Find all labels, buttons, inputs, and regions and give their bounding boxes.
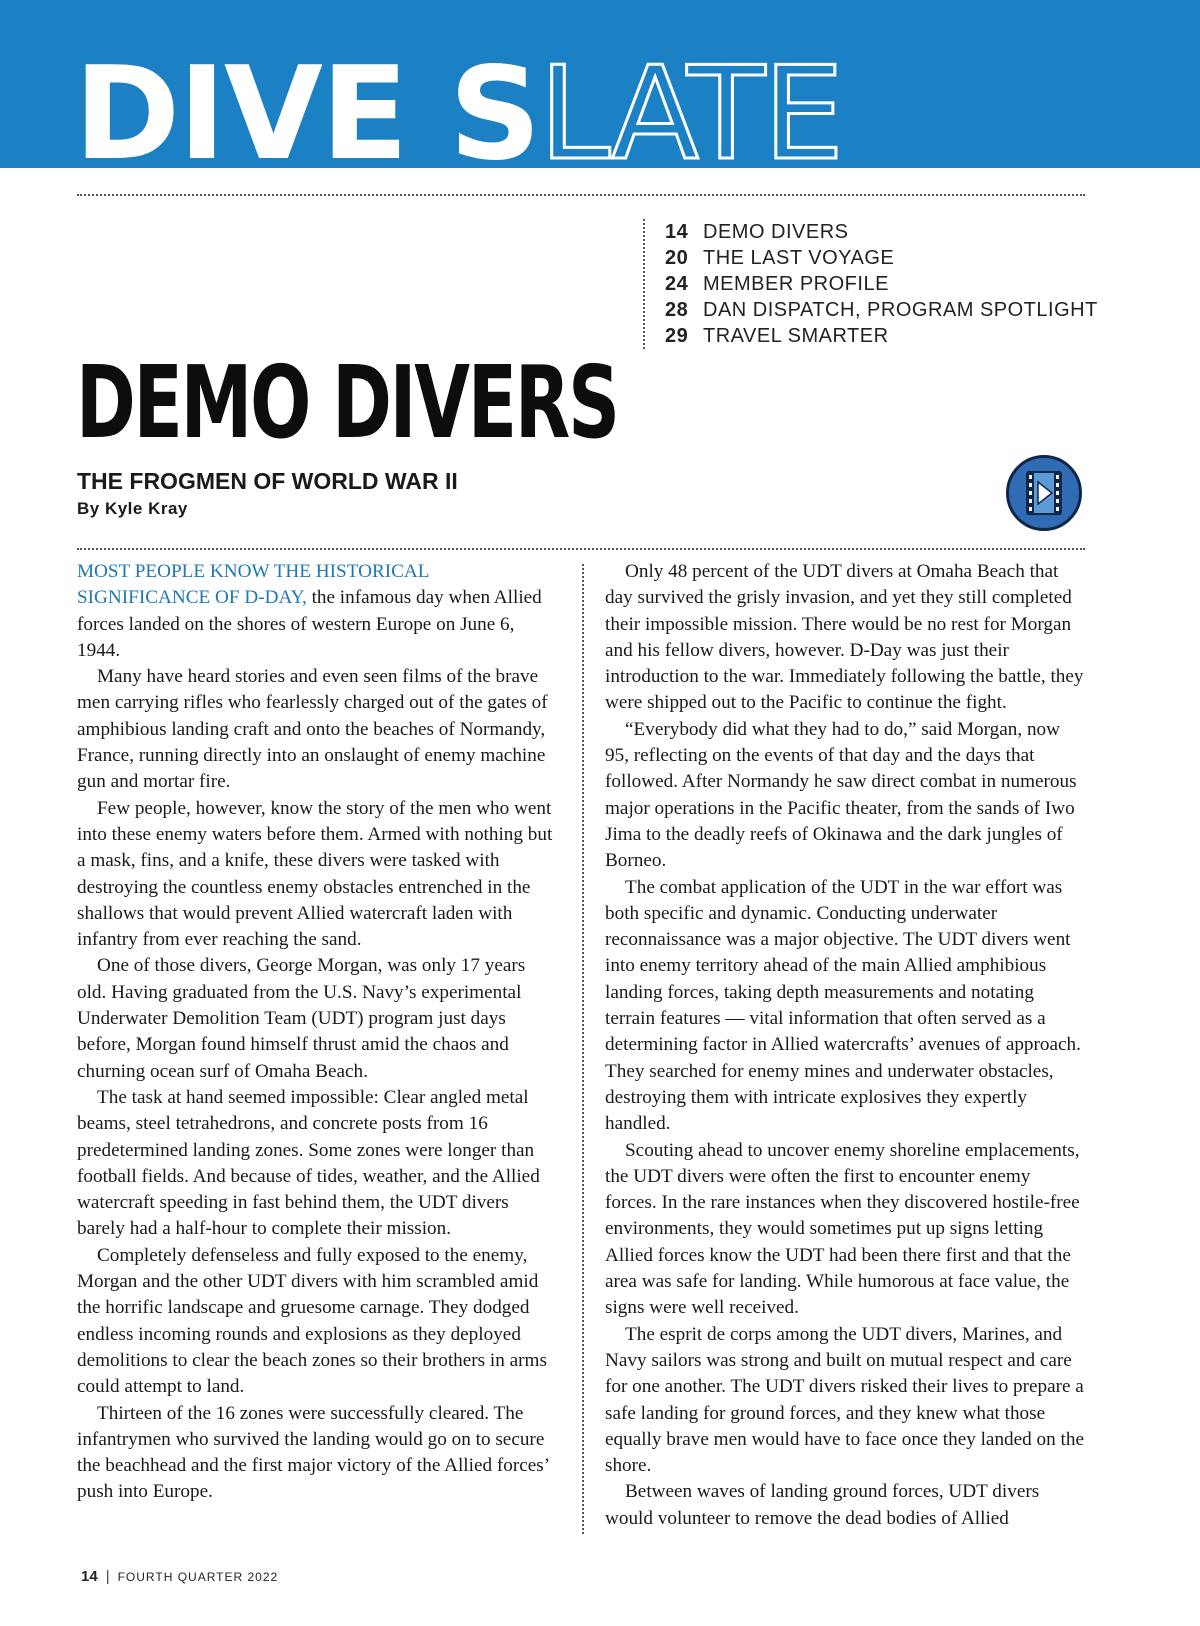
section-title-outline: LATE bbox=[539, 40, 843, 168]
toc-item[interactable] bbox=[665, 297, 1098, 323]
article-paragraph: Many have heard stories and even seen films of the brave men carrying rifles who fearlessly charged out of the gates of amphibious landing craft and onto the beaches of Normandy, France, running directly into an onslaught of enemy machine gun and mortar fire. bbox=[77, 666, 548, 793]
article-paragraph: Only 48 percent of the UDT divers at Omaha Beach that day survived the grisly invasion, and yet they still completed their impossible mission. There would be no rest for Morgan and his fellow divers, however. D-Day was just their introduction to the war. Immediately following the battle, they were shipped out to the Pacific to continue the fight. bbox=[605, 561, 1084, 714]
article-column-left bbox=[77, 559, 555, 1506]
section-banner bbox=[0, 0, 1200, 168]
article-paragraph bbox=[77, 559, 555, 664]
footer-separator: | bbox=[105, 1568, 110, 1585]
toc-title: DEMO DIVERS bbox=[703, 221, 849, 243]
article-divider bbox=[77, 548, 1085, 550]
page-footer bbox=[81, 1568, 278, 1586]
toc-title: MEMBER PROFILE bbox=[703, 273, 889, 295]
article-paragraph: The combat application of the UDT in the war effort was both specific and dynamic. Conducting underwater reconnaissance was a major objective. The UDT divers went into enemy territory ahead of the main Allied amphibious landing forces, taking depth measurements and notating terrain features — vital information that often served as a determining factor in Allied watercrafts’ avenues of approach. They searched for enemy mines and underwater obstacles, destroying them with intricate explosives they expertly handled. bbox=[605, 876, 1081, 1135]
article-paragraph: Between waves of landing ground forces, UDT divers would volunteer to remove the dead bodies of Allied bbox=[605, 1481, 1040, 1529]
table-of-contents bbox=[643, 219, 1098, 349]
top-divider bbox=[77, 194, 1085, 196]
toc-title: TRAVEL SMARTER bbox=[703, 325, 889, 347]
article-paragraph: Thirteen of the 16 zones were successfully cleared. The infantrymen who survived the landing would go on to secure the beachhead and the first major victory of the Allied forces’ push into Europe. bbox=[77, 1402, 549, 1503]
toc-title: DAN DISPATCH, PROGRAM SPOTLIGHT bbox=[703, 299, 1098, 321]
section-title-solid: DIVE S bbox=[74, 40, 540, 168]
film-play-icon bbox=[1009, 458, 1079, 528]
toc-page-number: 29 bbox=[665, 325, 689, 347]
video-play-button[interactable] bbox=[1006, 455, 1082, 531]
article-paragraph: The task at hand seemed impossible: Clear angled metal beams, steel tetrahedrons, and concrete posts from 16 predetermined landing zones. Some zones were longer than football fields. And because of tides, weather, and the Allied watercraft speeding in fast behind them, the UDT divers barely had a half-hour to complete their mission. bbox=[77, 1086, 540, 1240]
toc-item[interactable] bbox=[665, 323, 1098, 349]
article-subhead: THE FROGMEN OF WORLD WAR II bbox=[77, 468, 458, 494]
toc-page-number: 20 bbox=[665, 247, 689, 269]
issue-label: FOURTH QUARTER 2022 bbox=[117, 1570, 279, 1584]
article-paragraph: The esprit de corps among the UDT divers, Marines, and Navy sailors was strong and built on mutual respect and care for one another. The UDT divers risked their lives to prepare a safe landing for ground forces, and they knew what those equally brave men would have to face once they landed on the shore. bbox=[605, 1323, 1084, 1477]
toc-item[interactable] bbox=[665, 245, 1098, 271]
toc-page-number: 24 bbox=[665, 273, 689, 295]
toc-item[interactable] bbox=[665, 219, 1098, 245]
article-paragraph: “Everybody did what they had to do,” said Morgan, now 95, reflecting on the events of that day and the days that followed. After Normandy he saw direct combat in numerous major operations in the Pacific theater, from the sands of Iwo Jima to the deadly reefs of Okinawa and the dark jungles of Borneo. bbox=[605, 718, 1077, 872]
toc-page-number: 14 bbox=[665, 221, 689, 243]
article-lede: MOST PEOPLE KNOW THE HISTORICAL SIGNIFICANCE OF D-DAY, bbox=[77, 561, 429, 609]
article-paragraph: Few people, however, know the story of the men who went into these enemy waters before them. Armed with nothing but a mask, fins, and a knife, these divers were tasked with destroying the countless enemy obstacles entrenched in the shallows that would prevent Allied watercraft laden with infantry from ever reaching the sand. bbox=[77, 797, 553, 951]
article-byline: By Kyle Kray bbox=[77, 499, 188, 518]
page-number: 14 bbox=[81, 1568, 98, 1585]
toc-page-number: 28 bbox=[665, 299, 689, 321]
article-column-right bbox=[605, 559, 1085, 1532]
article-paragraph: One of those divers, George Morgan, was only 17 years old. Having graduated from the U.S. Navy’s experimental Underwater Demolition Team (UDT) program just days before, Morgan found himself thrust amid the chaos and churning ocean surf of Omaha Beach. bbox=[77, 955, 526, 1082]
article-paragraph: Completely defenseless and fully exposed to the enemy, Morgan and the other UDT divers with him scrambled amid the horrific landscape and gruesome carnage. They dodged endless incoming rounds and explosions as they deployed demolitions to clear the beach zones so their brothers in arms could attempt to land. bbox=[77, 1244, 547, 1398]
toc-item[interactable] bbox=[665, 271, 1098, 297]
toc-title: THE LAST VOYAGE bbox=[703, 247, 895, 269]
article-headline: DEMO DIVERS bbox=[76, 344, 618, 461]
section-title bbox=[74, 40, 843, 168]
article-paragraph: Scouting ahead to uncover enemy shoreline emplacements, the UDT divers were often the first to encounter enemy forces. In the rare instances when they discovered hostile-free environments, they would sometimes put up signs letting Allied forces know the UDT had been there first and that the area was safe for landing. While humorous at face value, the signs were well received. bbox=[605, 1139, 1080, 1319]
lead-paragraph-text: the infamous day when Allied forces landed on the shores of western Europe on June 6, 1944. bbox=[77, 587, 542, 661]
column-divider bbox=[582, 564, 584, 1534]
